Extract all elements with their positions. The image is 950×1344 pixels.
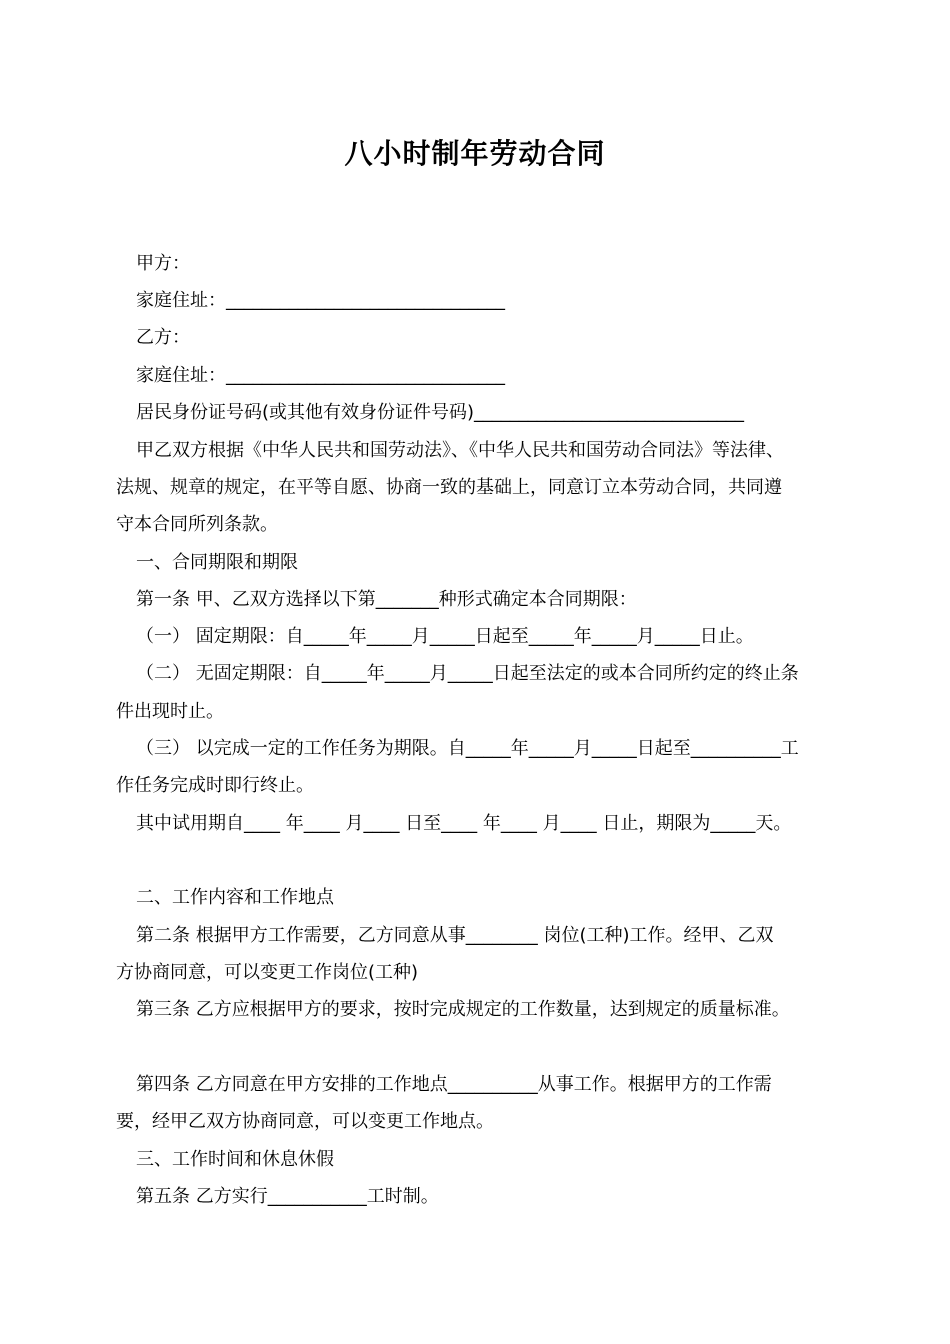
option-task-term-line-1: （三） 以完成一定的工作任务为期限。自_____年_____月_____日起至__________工 bbox=[136, 738, 799, 759]
party-b-label: 乙方： bbox=[136, 327, 190, 348]
article-2-line-1: 第二条 根据甲方工作需要，乙方同意从事________ 岗位(工种)工作。经甲、乙双 bbox=[136, 925, 774, 946]
probation-period: 其中试用期自____ 年____ 月____ 日至____ 年____ 月____ 日止，期限为_____天。 bbox=[136, 813, 792, 834]
section-heading-2: 二、工作内容和工作地点 bbox=[136, 887, 334, 908]
party-a-label: 甲方： bbox=[136, 253, 190, 274]
preamble-line-3: 守本合同所列条款。 bbox=[116, 514, 278, 535]
section-heading-3: 三、工作时间和休息休假 bbox=[136, 1149, 334, 1170]
article-3: 第三条 乙方应根据甲方的要求，按时完成规定的工作数量，达到规定的质量标准。 bbox=[136, 999, 790, 1020]
preamble-line-2: 法规、规章的规定，在平等自愿、协商一致的基础上，同意订立本劳动合同，共同遵 bbox=[116, 477, 782, 498]
document-title: 八小时制年劳动合同 bbox=[344, 137, 606, 170]
article-2-line-2: 方协商同意，可以变更工作岗位(工种) bbox=[116, 962, 419, 983]
section-heading-1: 一、合同期限和期限 bbox=[136, 552, 298, 573]
option-task-term-line-2: 作任务完成时即行终止。 bbox=[116, 775, 314, 796]
article-4-line-1: 第四条 乙方同意在甲方安排的工作地点__________从事工作。根据甲方的工作需 bbox=[136, 1074, 772, 1095]
article-1: 第一条 甲、乙双方选择以下第_______种形式确定本合同期限： bbox=[136, 589, 637, 610]
option-open-term-line-1: （二） 无固定期限：自_____年_____月_____日起至法定的或本合同所约定的终止条 bbox=[136, 663, 799, 684]
article-4-line-2: 要，经甲乙双方协商同意，可以变更工作地点。 bbox=[116, 1111, 494, 1132]
option-open-term-line-2: 件出现时止。 bbox=[116, 701, 224, 722]
option-fixed-term: （一） 固定期限：自_____年_____月_____日起至_____年_____月_____日止。 bbox=[136, 626, 754, 647]
preamble-line-1: 甲乙双方根据《中华人民共和国劳动法》、《中华人民共和国劳动合同法》等法律、 bbox=[136, 440, 784, 461]
article-5: 第五条 乙方实行___________工时制。 bbox=[136, 1186, 439, 1207]
id-number-line: 居民身份证号码(或其他有效身份证件号码)______________________________ bbox=[136, 402, 745, 423]
party-a-address: 家庭住址：_______________________________ bbox=[136, 290, 505, 311]
party-b-address: 家庭住址：_______________________________ bbox=[136, 365, 505, 386]
